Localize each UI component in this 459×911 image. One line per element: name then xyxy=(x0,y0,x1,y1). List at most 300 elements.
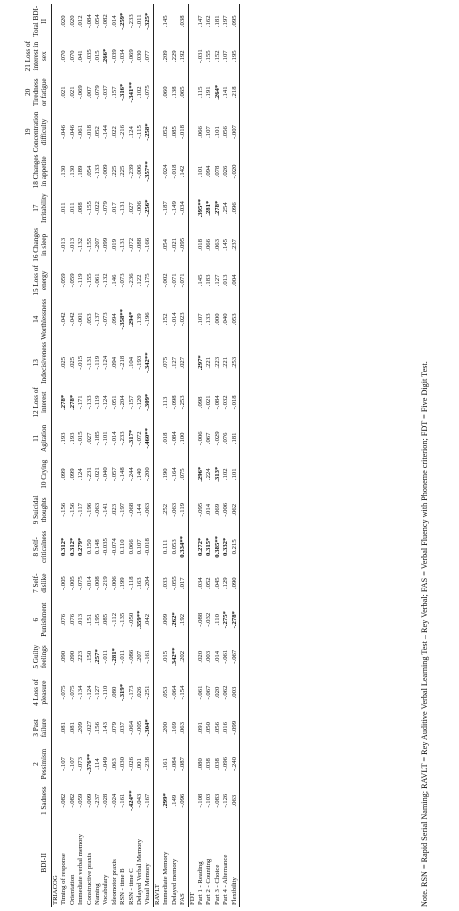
table-cell: -.088 xyxy=(136,237,144,252)
table-cell: -.063 xyxy=(94,502,102,517)
column-header: 1 Sadness xyxy=(2,783,52,819)
table-cell: -.127 xyxy=(94,685,102,700)
table-cell: .077 xyxy=(144,50,152,63)
table-cell: .013 xyxy=(77,613,85,626)
column-header: 6 Punishment xyxy=(2,601,52,639)
table-cell: -.103 xyxy=(205,793,213,808)
table-cell: -.026 xyxy=(127,757,135,772)
row-label: Ideomotor praxis xyxy=(110,859,118,905)
table-cell: -.067 xyxy=(205,685,213,700)
table-cell: .193 xyxy=(68,432,76,445)
table-cell: -.155 xyxy=(85,201,93,216)
table-cell: -.155 xyxy=(85,237,93,252)
table-cell: -.051 xyxy=(110,395,118,410)
section-row xyxy=(153,4,162,907)
table-cell: -.006 xyxy=(110,576,118,591)
table-cell: -.046 xyxy=(68,125,76,140)
table-cell: .133 xyxy=(205,313,213,326)
table-cell: -.166 xyxy=(144,237,152,252)
row-label: Part 4 - Alternance xyxy=(222,854,230,905)
table-cell: .144 xyxy=(136,503,144,516)
table-row xyxy=(179,4,188,907)
table-cell: -.239 xyxy=(127,164,135,179)
table-cell: -.117 xyxy=(77,502,85,517)
table-cell: .162 xyxy=(205,15,213,28)
table-cell xyxy=(188,341,197,385)
table-cell: 0.332* xyxy=(222,537,230,557)
table-cell: .252 xyxy=(162,503,170,516)
table-cell: .017 xyxy=(110,202,118,215)
table-cell: -.319* xyxy=(119,683,127,702)
table-cell: .104 xyxy=(127,356,135,369)
table-cell: .296* xyxy=(196,466,204,482)
table-cell: -.155 xyxy=(85,273,93,288)
table-cell xyxy=(188,4,197,39)
table-cell: .066 xyxy=(196,126,204,138)
table-cell: -.043 xyxy=(136,793,144,808)
table-cell xyxy=(188,263,197,298)
table-cell: .146 xyxy=(110,274,118,287)
table-row xyxy=(77,4,85,907)
table-cell: -.084 xyxy=(170,431,178,446)
table-cell: .003 xyxy=(205,650,213,663)
table-cell: .080 xyxy=(110,686,118,699)
table-cell: -.034 xyxy=(179,201,187,216)
table-cell: .030 xyxy=(136,50,144,63)
table-cell: -.069 xyxy=(77,85,85,100)
table-cell: -.006 xyxy=(222,502,230,517)
table-cell: .141 xyxy=(222,86,230,99)
table-cell: -.157 xyxy=(127,395,135,410)
row-label: Immediate verbal memory xyxy=(77,834,85,905)
table-cell: .195 xyxy=(94,613,102,626)
table-cell: -.154 xyxy=(179,685,187,700)
table-cell: 0.107 xyxy=(136,539,144,555)
table-cell: -.204 xyxy=(119,395,127,410)
table-cell: -.144 xyxy=(102,125,110,140)
table-cell xyxy=(153,566,162,601)
table-cell: -.135 xyxy=(119,612,127,627)
table-cell xyxy=(188,528,197,566)
table-cell: -.075 xyxy=(60,685,68,700)
table-cell: -.087 xyxy=(179,757,187,772)
table-cell: -.005 xyxy=(136,720,144,735)
table-cell: 0.312* xyxy=(60,537,68,557)
table-cell: .193 xyxy=(60,432,68,445)
table-cell: .145 xyxy=(196,274,204,287)
table-cell: .281* xyxy=(205,200,213,216)
table-cell: 0.150 xyxy=(85,539,93,555)
table-cell: .053 xyxy=(162,686,170,699)
table-cell: -.061 xyxy=(94,273,102,288)
table-cell: -.009 xyxy=(85,793,93,808)
table-cell: -.309* xyxy=(144,393,152,411)
table-cell: .063 xyxy=(231,783,240,819)
row-label: Part 3 - Choice xyxy=(213,864,221,905)
table-cell: .016 xyxy=(222,722,230,734)
table-cell: -.175 xyxy=(144,273,152,288)
table-cell xyxy=(153,783,162,819)
table-row xyxy=(60,4,68,907)
table-cell: .096 xyxy=(231,190,240,227)
table-cell: -.015 xyxy=(77,355,85,370)
table-cell: .107 xyxy=(222,50,230,63)
table-cell xyxy=(52,457,61,492)
table-cell: .192 xyxy=(179,613,187,626)
table-cell: -.108 xyxy=(196,793,204,808)
table-cell: -.204 xyxy=(144,576,152,591)
column-header: 17 Irritability xyxy=(2,190,52,227)
table-row xyxy=(128,4,136,907)
table-cell: .027 xyxy=(127,202,135,215)
table-cell xyxy=(153,639,162,675)
table-cell: -.124 xyxy=(102,355,110,370)
table-cell: 0.111 xyxy=(162,539,170,555)
table-cell: .014 xyxy=(110,15,118,28)
table-cell: .124 xyxy=(127,126,135,138)
table-cell: -.357** xyxy=(144,161,152,182)
table-row xyxy=(69,4,77,907)
table-cell: -.042 xyxy=(60,312,68,327)
table-cell: .090 xyxy=(68,650,76,663)
row-label: TRIACOG xyxy=(52,819,61,907)
table-cell xyxy=(52,420,61,457)
table-cell xyxy=(52,4,61,39)
column-header: 19 Concentration difficulty xyxy=(2,111,52,154)
table-cell: -.156 xyxy=(68,502,76,517)
table-cell: .209 xyxy=(77,722,85,734)
table-cell: -.253 xyxy=(179,395,187,410)
table-cell: .069 xyxy=(213,503,221,516)
table-cell: -.008 xyxy=(94,576,102,591)
column-header: 16 Changes in sleep xyxy=(2,227,52,263)
header-row xyxy=(2,4,52,907)
row-label: RSN - time C xyxy=(127,868,135,905)
table-cell: .060 xyxy=(162,86,170,99)
column-header: 20 Tiredness or fatigue xyxy=(2,74,52,111)
column-header: 2 Pessimism xyxy=(2,745,52,783)
table-cell: -.099 xyxy=(231,711,240,746)
table-cell xyxy=(188,711,197,746)
table-cell: -.133 xyxy=(94,164,102,179)
table-cell: .138 xyxy=(170,86,178,99)
table-cell: .033 xyxy=(162,577,170,590)
table-cell xyxy=(153,74,162,111)
table-cell: .090 xyxy=(60,650,68,663)
table-cell: .025 xyxy=(60,356,68,369)
row-label: Timing of response xyxy=(60,853,68,905)
table-cell: -.034 xyxy=(119,49,127,64)
table-cell: .081 xyxy=(68,722,76,734)
table-cell: .099 xyxy=(60,468,68,481)
table-cell: -.049 xyxy=(102,757,110,772)
table-cell xyxy=(153,457,162,492)
table-cell: .100 xyxy=(179,432,187,445)
table-cell: -.073 xyxy=(102,312,110,327)
table-cell: -.341** xyxy=(127,81,135,103)
table-cell: -.027 xyxy=(85,720,93,735)
table-cell: -.046 xyxy=(60,125,68,140)
table-cell: .169 xyxy=(170,722,178,734)
column-header: 13 Indecisiveness xyxy=(2,341,52,385)
table-cell: .063 xyxy=(213,239,221,251)
table-cell: -.015 xyxy=(77,431,85,446)
table-cell: .262* xyxy=(170,612,178,628)
table-cell: -.075 xyxy=(68,685,76,700)
table-cell: .085 xyxy=(170,126,178,138)
table-cell: -.141 xyxy=(102,502,110,517)
table-cell: -.119 xyxy=(94,355,102,370)
table-cell: -.071 xyxy=(170,273,178,288)
table-cell: .218 xyxy=(231,74,240,111)
table-cell: .020 xyxy=(196,650,204,663)
table-cell xyxy=(153,492,162,528)
table-cell: .052 xyxy=(205,577,213,590)
table-cell: .189 xyxy=(77,165,85,178)
table-cell: -.244 xyxy=(127,467,135,482)
table-cell: -.124 xyxy=(102,395,110,410)
table-cell xyxy=(153,385,162,420)
table-cell xyxy=(52,385,61,420)
table-row xyxy=(205,4,213,907)
table-cell: .209 xyxy=(162,50,170,63)
table-cell: -.200 xyxy=(144,467,152,482)
table-cell: .085 xyxy=(102,613,110,626)
table-cell: .080 xyxy=(196,758,204,770)
table-cell: -.013 xyxy=(60,237,68,252)
table-cell: .278* xyxy=(68,394,76,410)
table-cell: .163 xyxy=(136,577,144,590)
table-cell xyxy=(52,601,61,639)
table-cell: -.196 xyxy=(85,502,93,517)
table-cell: .139 xyxy=(136,313,144,326)
table-cell: .101 xyxy=(196,165,204,178)
table-cell: -.216 xyxy=(119,125,127,140)
table-cell: .038 xyxy=(213,758,221,770)
table-cell: -.126 xyxy=(222,793,230,808)
table-cell: .297* xyxy=(196,355,204,371)
table-cell: -.317* xyxy=(127,429,135,447)
table-cell xyxy=(188,420,197,457)
column-header: 18 Changes in appetite xyxy=(2,153,52,189)
table-row xyxy=(171,4,179,907)
table-cell: .147 xyxy=(196,15,204,28)
table-cell: .143 xyxy=(102,722,110,734)
table-cell xyxy=(153,341,162,385)
table-cell: 0.066 xyxy=(127,539,135,555)
table-cell: .020 xyxy=(60,15,68,28)
column-header: 4 Loss of pleasure xyxy=(2,675,52,711)
table-cell: -.258* xyxy=(144,123,152,141)
table-cell: -.018 xyxy=(179,125,187,140)
table-cell: .021 xyxy=(68,86,76,99)
table-cell: .254 xyxy=(222,202,230,215)
table-cell: -.001 xyxy=(77,312,85,327)
table-cell: -.039 xyxy=(110,49,118,64)
column-header: 9 Suicidal thoughts xyxy=(2,492,52,528)
table-cell: -.014 xyxy=(110,431,118,446)
table-row xyxy=(222,4,230,907)
table-note: Note. RSN = Rapid Serial Naming; RAVLT = Rey Auditive Verbal Learning Test – Rey Verbal; FAS = Verbal Fluency with Phoneme criterion; FDT = Five Digit Test. xyxy=(420,361,429,907)
table-cell: -.124 xyxy=(85,685,93,700)
table-cell xyxy=(188,298,197,341)
table-cell: .021 xyxy=(60,86,68,99)
table-cell: -.233 xyxy=(127,14,135,29)
table-cell: -.240 xyxy=(231,745,240,783)
table-cell xyxy=(52,711,61,746)
table-cell: -.107 xyxy=(68,757,76,772)
table-cell: -.031 xyxy=(196,49,204,64)
column-header: 15 Loss of energy xyxy=(2,263,52,298)
column-header: 3 Past failure xyxy=(2,711,52,746)
section-row xyxy=(52,4,61,907)
table-cell: .114 xyxy=(94,758,102,770)
table-cell: -.040 xyxy=(102,467,110,482)
table-cell: .054 xyxy=(85,165,93,178)
table-cell: -.275* xyxy=(222,611,230,629)
table-cell xyxy=(188,601,197,639)
table-cell: -.164 xyxy=(170,467,178,482)
table-cell: -.424** xyxy=(127,790,135,812)
table-cell: .050 xyxy=(205,722,213,734)
table-cell: .026 xyxy=(222,165,230,178)
table-cell: -.057 xyxy=(110,467,118,482)
table-cell: -.032 xyxy=(222,395,230,410)
table-cell: -.173 xyxy=(127,685,135,700)
table-cell: -.018 xyxy=(170,164,178,179)
table-cell: -.281* xyxy=(110,648,118,666)
table-cell xyxy=(188,457,197,492)
table-cell: 0.312* xyxy=(68,537,76,557)
table-cell: -.063 xyxy=(144,502,152,517)
table-cell xyxy=(153,675,162,711)
table-cell: -.064 xyxy=(127,720,135,735)
table-cell: -.256* xyxy=(144,199,152,217)
table-cell: -.073 xyxy=(119,273,127,288)
table-cell: .026 xyxy=(136,686,144,699)
table-cell: -.064 xyxy=(170,685,178,700)
column-header: 5 Guilty feelings xyxy=(2,639,52,675)
table-cell: -0.074 xyxy=(110,538,118,556)
table-cell: -.084 xyxy=(85,14,93,29)
table-cell: .237 xyxy=(231,227,240,263)
table-cell xyxy=(153,190,162,227)
table-cell: -.014 xyxy=(85,576,93,591)
column-header: Total BDI-II xyxy=(2,4,52,39)
table-cell: .063 xyxy=(110,758,118,770)
table-cell: .156 xyxy=(94,722,102,734)
row-label: Vocabulary xyxy=(102,874,110,905)
table-cell: -.021 xyxy=(205,395,213,410)
table-cell: -.075 xyxy=(77,576,85,591)
table-cell xyxy=(52,639,61,675)
table-cell: -.096 xyxy=(179,793,187,808)
column-header: 10 Crying xyxy=(2,457,52,492)
table-cell: -.007 xyxy=(231,111,240,154)
table-cell: .037 xyxy=(119,722,127,734)
table-cell xyxy=(188,111,197,154)
table-cell: .056 xyxy=(222,126,230,138)
table-cell xyxy=(52,39,61,74)
table-cell: -.376** xyxy=(85,753,93,775)
table-cell: .130 xyxy=(68,165,76,178)
table-cell: -.218 xyxy=(119,355,127,370)
table-cell: -.134 xyxy=(77,685,85,700)
table-cell: .094 xyxy=(205,165,213,178)
table-cell: .149 xyxy=(170,794,178,807)
table-cell: -.061 xyxy=(222,649,230,664)
table-cell: -.110 xyxy=(102,685,110,700)
table-cell: .200 xyxy=(162,722,170,734)
table-cell: -.006 xyxy=(136,164,144,179)
table-cell: .124 xyxy=(77,468,85,481)
table-cell: .053 xyxy=(231,298,240,341)
table-cell: .094 xyxy=(110,313,118,326)
table-cell: .012 xyxy=(77,15,85,28)
table-cell: -.083 xyxy=(213,793,221,808)
table-cell: -.071 xyxy=(179,273,187,288)
table-cell: .065 xyxy=(179,86,187,99)
table-cell xyxy=(52,492,61,528)
table-cell: .099 xyxy=(68,468,76,481)
section-row xyxy=(188,4,197,907)
table-cell: .038 xyxy=(205,758,213,770)
table-cell: -.187 xyxy=(162,201,170,216)
table-cell: .066 xyxy=(205,239,213,251)
table-cell: .191 xyxy=(205,86,213,99)
table-cell: -.011 xyxy=(119,649,127,664)
table-cell: .313* xyxy=(213,466,221,482)
table-row xyxy=(231,4,240,907)
table-cell: -.304* xyxy=(144,719,152,737)
row-label: FDT xyxy=(188,819,197,907)
table-cell: .042 xyxy=(144,613,152,626)
table-cell: .091 xyxy=(196,722,204,734)
table-cell: .110 xyxy=(213,614,221,626)
table-cell xyxy=(153,4,162,39)
table-cell xyxy=(188,74,197,111)
table-cell: -.018 xyxy=(85,125,93,140)
table-cell: -.059 xyxy=(77,793,85,808)
table-cell: .018 xyxy=(162,432,170,445)
table-cell: -.005 xyxy=(60,576,68,591)
table-cell: .070 xyxy=(60,50,68,63)
table-cell xyxy=(153,263,162,298)
table-cell: .266* xyxy=(102,48,110,64)
table-cell: .027 xyxy=(179,356,187,369)
table-cell: -.096 xyxy=(222,757,230,772)
table-cell: -.207 xyxy=(94,237,102,252)
table-cell: .079 xyxy=(110,722,118,734)
table-row xyxy=(214,4,222,907)
row-label: RAVLT xyxy=(153,819,162,907)
table-cell: -.259* xyxy=(119,12,127,30)
table-cell: .181 xyxy=(231,420,240,457)
table-cell: -.119 xyxy=(94,395,102,410)
table-cell: .342** xyxy=(170,647,178,666)
table-cell: .151 xyxy=(85,613,93,626)
table-cell: -.068 xyxy=(127,502,135,517)
table-cell: .225 xyxy=(110,165,118,178)
table-cell: .081 xyxy=(60,722,68,734)
table-cell: -.032 xyxy=(205,612,213,627)
row-label: RSN - time B xyxy=(119,868,127,905)
table-cell: -.082 xyxy=(60,793,68,808)
table-cell: -.118 xyxy=(127,576,135,591)
table-cell: .221 xyxy=(222,356,230,369)
table-cell: 0.385** xyxy=(213,535,221,558)
table-cell: -.131 xyxy=(119,237,127,252)
